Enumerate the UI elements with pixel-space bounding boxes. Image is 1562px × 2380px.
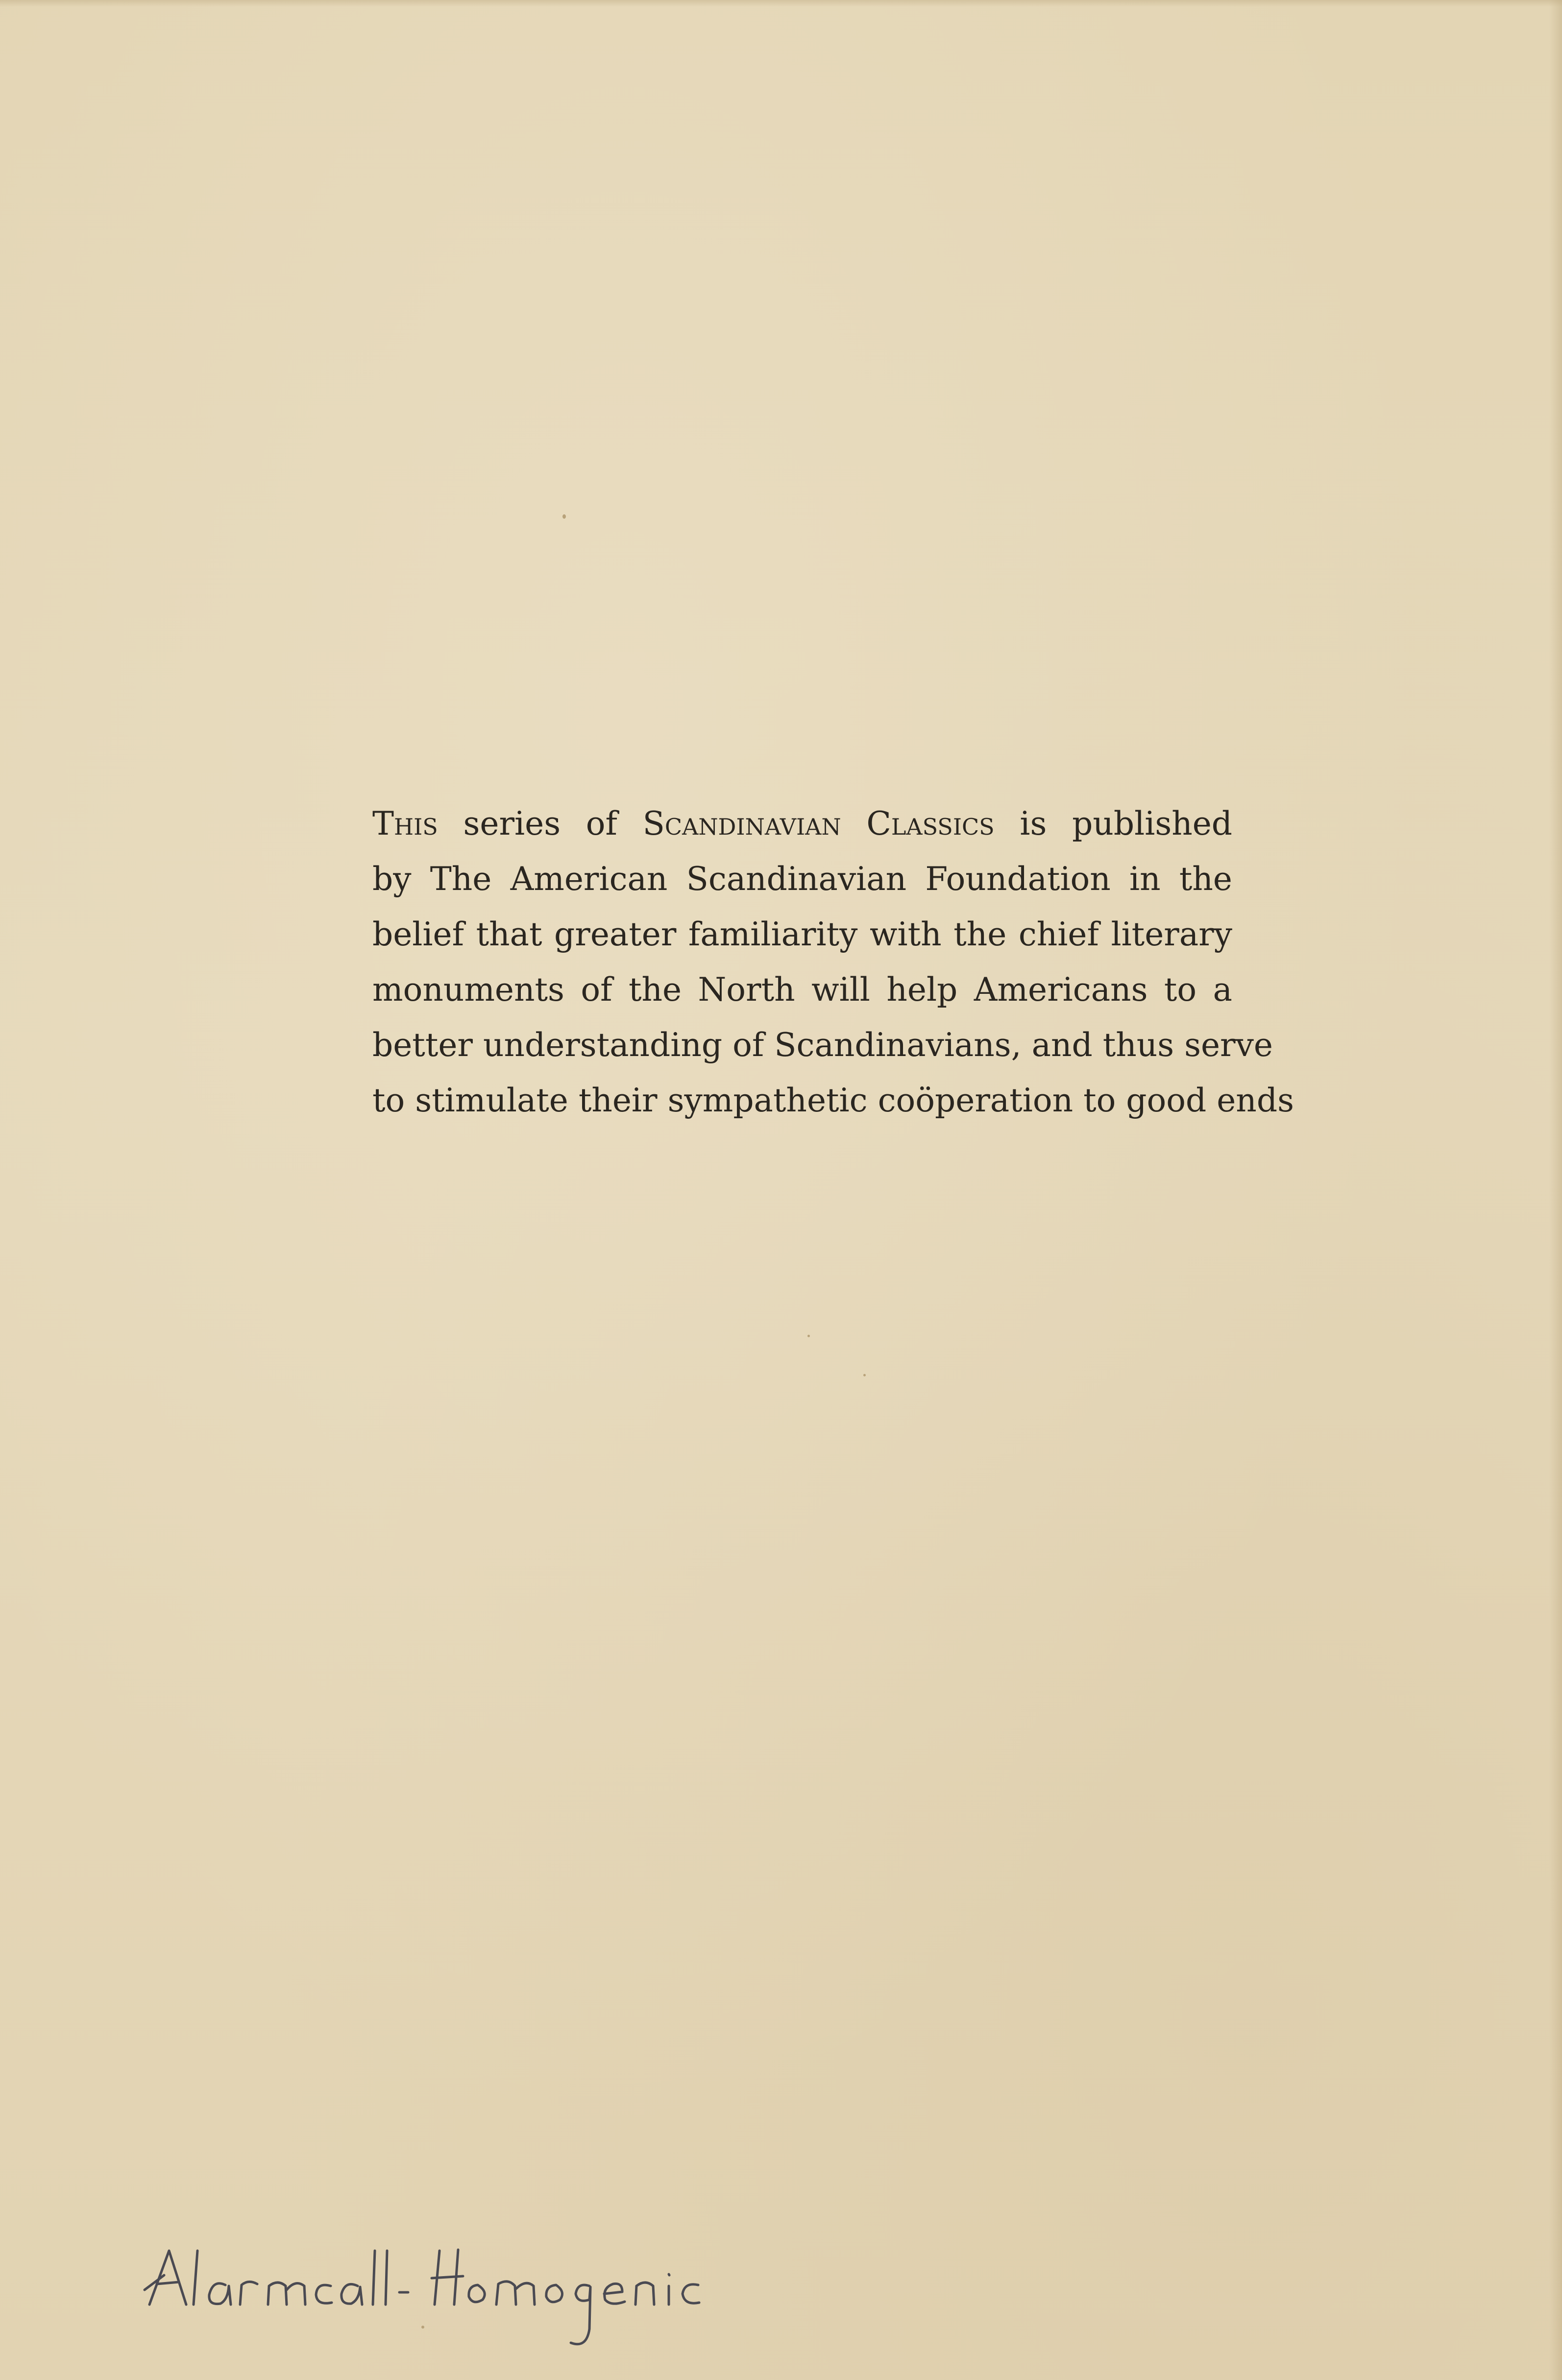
series-statement-line-1	[372, 796, 1232, 851]
right-edge-shadow	[1549, 0, 1562, 2380]
series-statement-line-2: by The American Scandinavian Foundation in the	[372, 860, 1232, 898]
series-name: Scandinavian Classics	[642, 805, 995, 842]
handwritten-note-drawing	[140, 2231, 777, 2358]
series-statement-line-6: to stimulate their sympathetic coöperation to good ends	[372, 1082, 1294, 1119]
lead-word: This	[372, 805, 438, 842]
paper-speck	[562, 514, 566, 519]
series-text: series of	[463, 805, 617, 842]
series-statement-line-3: belief that greater familiarity with the chief literary	[372, 915, 1232, 953]
series-statement-line-5: better understanding of Scandinavians, and thus serve	[372, 1026, 1273, 1064]
series-statement	[372, 796, 1294, 1128]
paper-speck	[807, 1335, 810, 1337]
series-text: is published	[1020, 805, 1233, 842]
series-statement-line-4: monuments of the North will help Americans to a	[372, 971, 1232, 1009]
paper-speck	[863, 1374, 866, 1376]
top-edge-shadow	[0, 0, 1562, 7]
handwritten-note	[140, 2231, 777, 2358]
